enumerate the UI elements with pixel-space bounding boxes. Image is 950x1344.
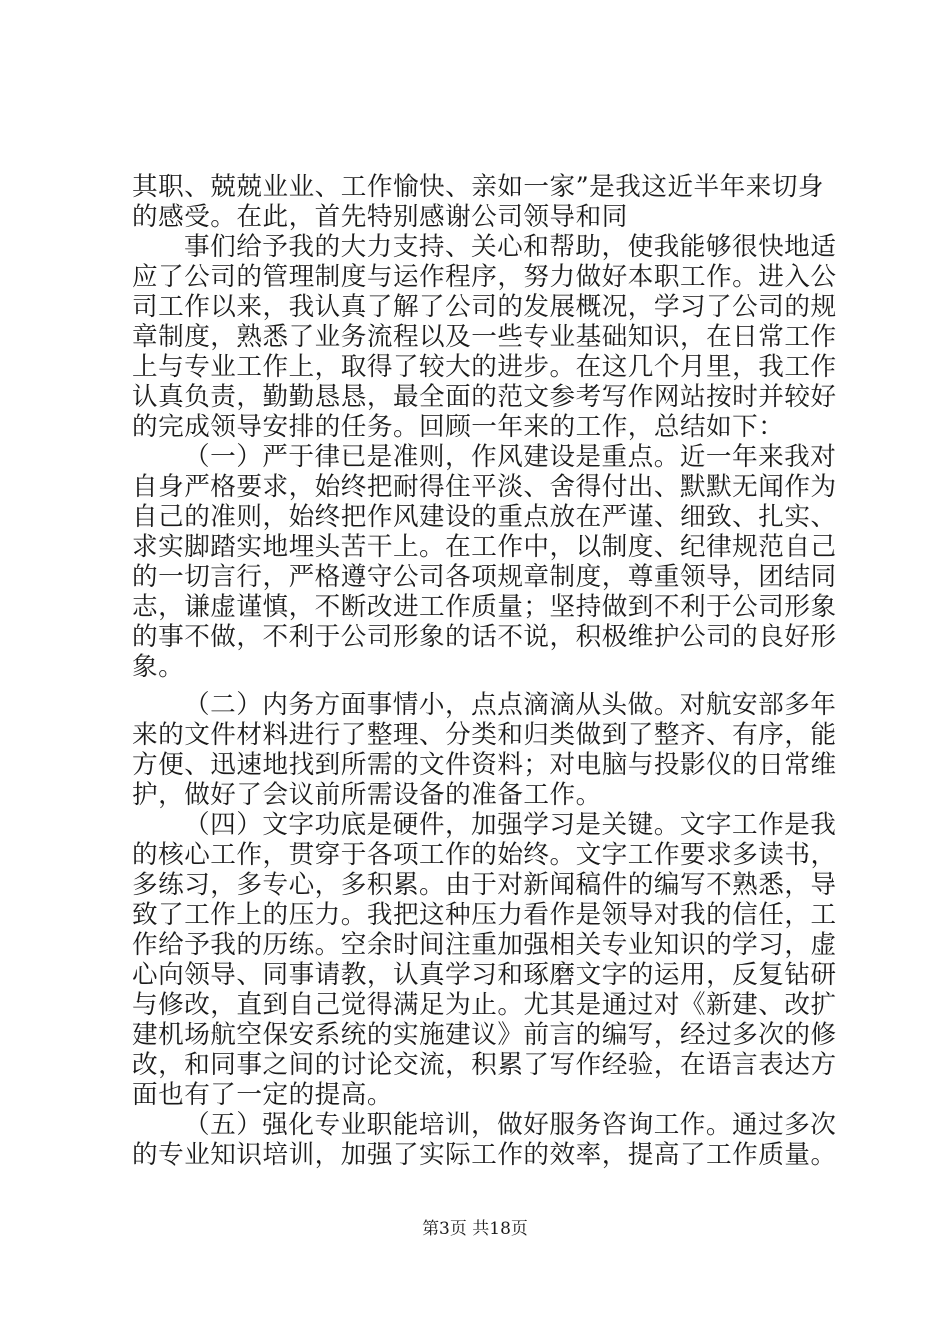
text-line: 改，和同事之间的讨论交流，积累了写作经验，在语言表达方 — [132, 1050, 837, 1080]
document-body — [132, 172, 837, 1170]
text-line: 求实脚踏实地埋头苦干上。在工作中，以制度、纪律规范自己 — [132, 532, 837, 562]
text-line: （二）内务方面事情小，点点滴滴从头做。对航安部多年 — [184, 690, 837, 720]
text-line: 司工作以来，我认真了解了公司的发展概况，学习了公司的规 — [132, 292, 837, 322]
text-line: 致了工作上的压力。我把这种压力看作是领导对我的信任，工 — [132, 900, 837, 930]
text-line: 面也有了一定的提高。 — [132, 1080, 393, 1110]
text-line: 章制度，熟悉了业务流程以及一些专业基础知识，在日常工作 — [132, 322, 837, 352]
text-line: （五）强化专业职能培训，做好服务咨询工作。通过多次 — [184, 1110, 837, 1140]
text-line: 护，做好了会议前所需设备的准备工作。 — [132, 780, 602, 810]
text-line: 认真负责，勤勤恳恳，最全面的范文参考写作网站按时并较好 — [132, 382, 837, 412]
text-line: 应了公司的管理制度与运作程序，努力做好本职工作。进入公 — [132, 262, 837, 292]
page-footer — [0, 1218, 950, 1240]
text-line: 建机场航空保安系统的实施建议》前言的编写，经过多次的修 — [132, 1020, 837, 1050]
text-line: （四）文字功底是硬件，加强学习是关键。文字工作是我 — [184, 810, 837, 840]
text-line: 的完成领导安排的任务。回顾一年来的工作，总结如下： — [132, 412, 785, 442]
paragraph-thanks — [132, 232, 837, 442]
paragraph-continuation — [132, 172, 825, 232]
text-line: 自己的准则，始终把作风建设的重点放在严谨、细致、扎实、 — [132, 502, 837, 532]
text-line: 的专业知识培训，加强了实际工作的效率，提高了工作质量。 — [132, 1140, 837, 1170]
text-line: 心向领导、同事请教，认真学习和琢磨文字的运用，反复钻研 — [132, 960, 837, 990]
text-line: 的感受。在此，首先特别感谢公司领导和同 — [132, 202, 628, 232]
paragraph-section-4 — [132, 810, 837, 1110]
text-line: 象。 — [132, 652, 185, 682]
text-line: 作给予我的历练。空余时间注重加强相关专业知识的学习，虚 — [132, 930, 837, 960]
text-line: 自身严格要求，始终把耐得住平淡、舍得付出、默默无闻作为 — [132, 472, 837, 502]
text-line: 上与专业工作上，取得了较大的进步。在这几个月里，我工作 — [132, 352, 837, 382]
text-line: 的核心工作，贯穿于各项工作的始终。文字工作要求多读书， — [132, 840, 837, 870]
paragraph-section-5 — [132, 1110, 837, 1170]
text-line: 志，谦虚谨慎，不断改进工作质量；坚持做到不利于公司形象 — [132, 592, 837, 622]
text-line: 的事不做，不利于公司形象的话不说，积极维护公司的良好形 — [132, 622, 837, 652]
text-line: 来的文件材料进行了整理、分类和归类做到了整齐、有序，能 — [132, 720, 837, 750]
text-line: 方便、迅速地找到所需的文件资料；对电脑与投影仪的日常维 — [132, 750, 837, 780]
text-line: 与修改，直到自己觉得满足为止。尤其是通过对《新建、改扩 — [132, 990, 837, 1020]
text-line: 事们给予我的大力支持、关心和帮助，使我能够很快地适 — [184, 232, 837, 262]
text-line: 的一切言行，严格遵守公司各项规章制度，尊重领导，团结同 — [132, 562, 837, 592]
paragraph-section-1 — [132, 442, 837, 682]
text-line: 多练习，多专心，多积累。由于对新闻稿件的编写不熟悉，导 — [132, 870, 837, 900]
page-number: 第3页 共18页 — [422, 1219, 528, 1239]
paragraph-section-2 — [132, 690, 837, 810]
text-line: （一）严于律已是准则，作风建设是重点。近一年来我对 — [184, 442, 837, 472]
text-line: 其职、兢兢业业、工作愉快、亲如一家”是我这近半年来切身 — [132, 172, 825, 202]
